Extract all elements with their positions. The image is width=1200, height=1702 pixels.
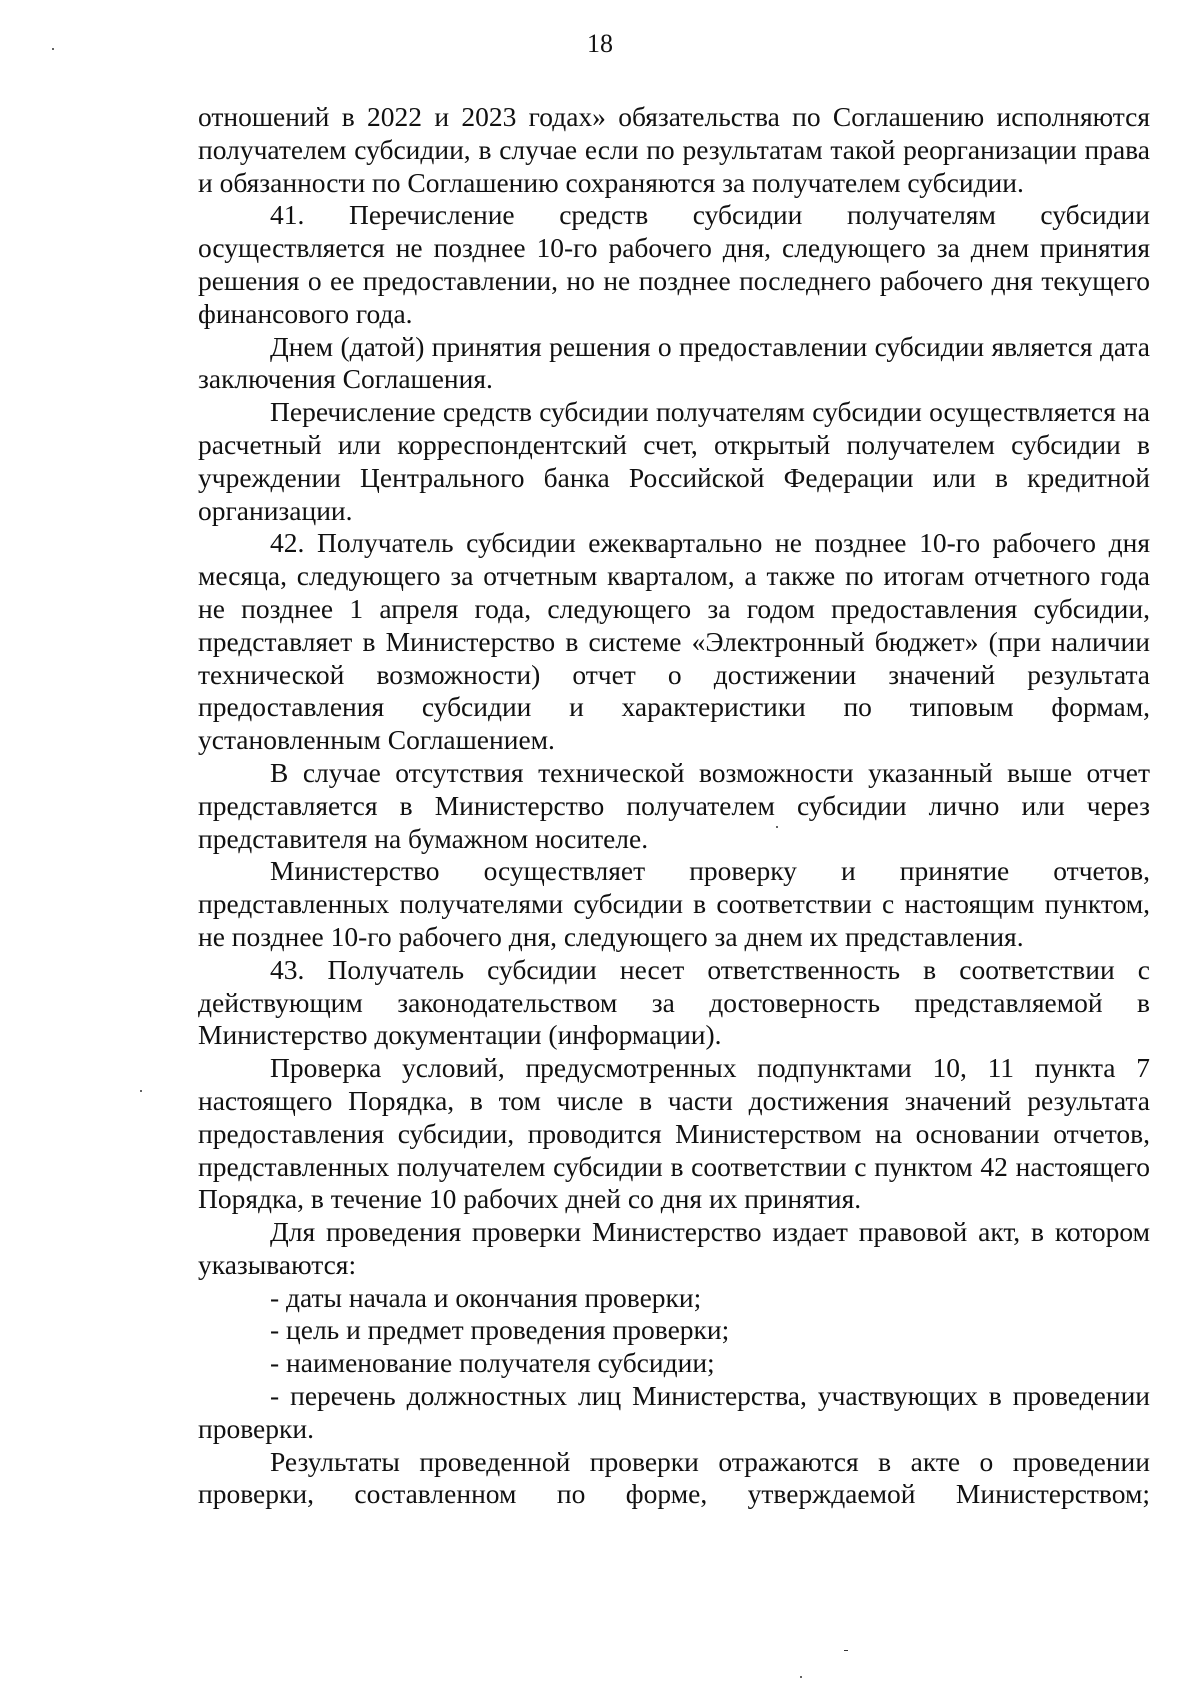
paragraph-clause-41: 41. Перечисление средств субсидии получателям субсидии осуществляется не позднее 10-го рабочего дня, следующего за днем принятия решения о ее предоставлении, но не позднее последнего рабочего дня текущего финансового года.: [198, 199, 1150, 329]
paragraph-continuation: отношений в 2022 и 2023 годах» обязательства по Соглашению исполняются получателем субсидии, в случае если по результатам такой реорганизации права и обязанности по Соглашению сохраняются за получателем субсидии.: [198, 101, 1150, 198]
paragraph-paper-report: В случае отсутствия технической возможности указанный выше отчет представляется в Министерство получателем субсидии лично или через представителя на бумажном носителе.: [198, 756, 1150, 854]
list-item-dates: - даты начала и окончания проверки;: [270, 1281, 702, 1313]
paragraph-results: Результаты проведенной проверки отражаются в акте о проведении проверки, составленном по форме, утверждаемой Министерством;: [198, 1445, 1150, 1510]
paragraph-clause-43: 43. Получатель субсидии несет ответственность в соответствии с действующим законодательством за достоверность представляемой в Министерство документации (информации).: [198, 953, 1150, 1051]
scan-speck: [800, 1676, 802, 1678]
list-item-recipient-name: - наименование получателя субсидии;: [270, 1347, 715, 1379]
paragraph-conditions-check: Проверка условий, предусмотренных подпунктами 10, 11 пункта 7 настоящего Порядка, в том числе в части достижения значений результата предоставления субсидии, проводится Министерством на основании отчетов, представленных получателем субсидии в соответствии с пунктом 42 настоящего Порядка, в течение 10 рабочих дней со дня их принятия.: [198, 1052, 1150, 1215]
paragraph-decision-date: Днем (датой) принятия решения о предоставлении субсидии является дата заключения Соглашения.: [198, 330, 1150, 395]
list-item-officials: - перечень должностных лиц Министерства, участвующих в проведении проверки.: [198, 1380, 1150, 1444]
document-body: [198, 101, 1150, 1511]
scan-speck: [140, 1090, 142, 1092]
paragraph-ministry-check: Министерство осуществляет проверку и принятие отчетов, представленных получателями субсидии в соответствии с настоящим пунктом, не позднее 10-го рабочего дня, следующего за днем их представления.: [198, 855, 1150, 952]
page-number: 18: [587, 29, 613, 58]
paragraph-transfer-account: Перечисление средств субсидии получателям субсидии осуществляется на расчетный или корреспондентский счет, открытый получателем субсидии в учреждении Центрального банка Российской Федерации или в кредитной организации.: [198, 396, 1150, 526]
list-item-purpose: - цель и предмет проведения проверки;: [270, 1314, 730, 1346]
scan-speck: [844, 1650, 848, 1651]
scan-speck: [776, 826, 778, 828]
paragraph-legal-act: Для проведения проверки Министерство издает правовой акт, в котором указываются:: [198, 1216, 1150, 1280]
paragraph-clause-42: 42. Получатель субсидии ежеквартально не позднее 10-го рабочего дня месяца, следующего за отчетным кварталом, а также по итогам отчетного года не позднее 1 апреля года, следующего за годом предоставления субсидии, представляет в Министерство в системе «Электронный бюджет» (при наличии технической возможности) отчет о достижении значений результата предоставления субсидии и характеристики по типовым формам, установленным Соглашением.: [198, 527, 1150, 756]
scan-speck: [52, 48, 54, 50]
